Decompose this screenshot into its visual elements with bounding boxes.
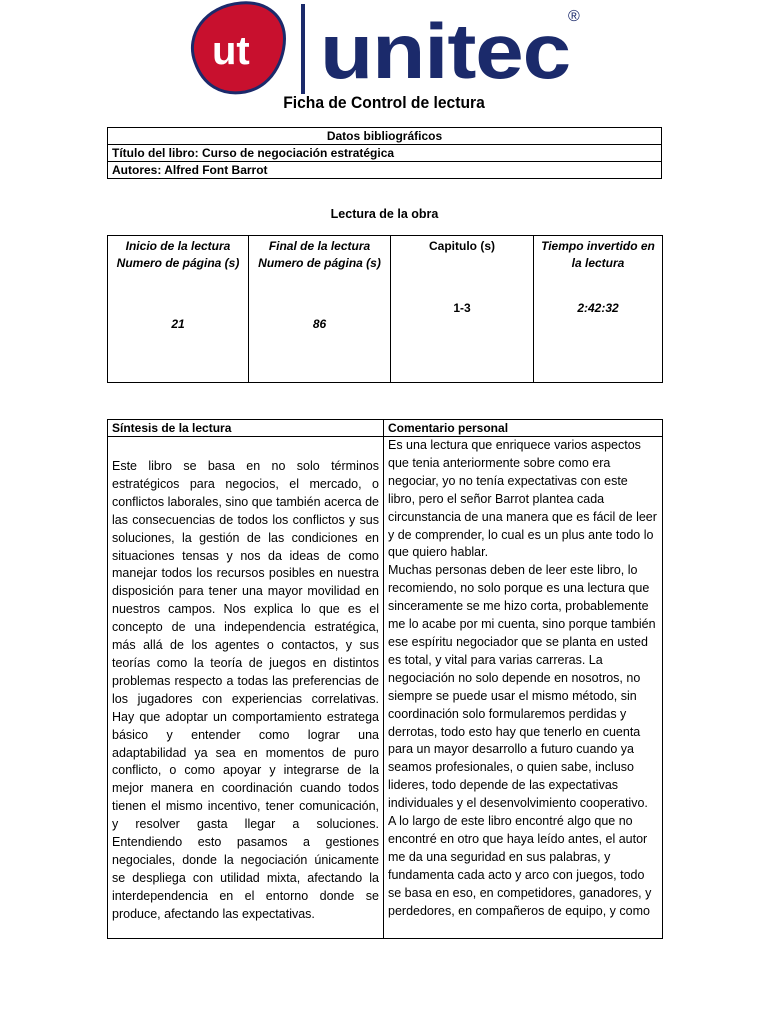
end-page-header: Final de la lectura Numero de página (s) [258, 239, 381, 270]
logo-wordmark: unitec [320, 7, 570, 95]
book-title-row: Título del libro: Curso de negociación estratégica [108, 145, 662, 162]
start-page-value: 21 [171, 317, 185, 331]
reading-cell-time [534, 236, 663, 383]
comment-paragraph-2: Muchas personas deben de leer este libro, lo recomiendo, no solo porque es una lectura que sinceramente se me hizo corta, probablemente me lo acabe por mi cuenta, sino porque también ese espíritu negociador que se planta en usted es total, y vital para varias carreras. La negociación no solo depende en nosotros, no siempre se puede usar el mismo método, sin coordinación solo formularemos perdidas y derrotas, todo esto hay que tenerlo en cuenta para un mayor desarrollo a futuro cuando ya seamos profesionales, o quien sabe, incluso lideres, todo depende de las expectativas individuales y el desenvolvimiento cooperativo. [388, 563, 656, 811]
reading-cell-end [249, 236, 391, 383]
reading-cell-start [108, 236, 249, 383]
synthesis-header: Síntesis de la lectura [108, 420, 384, 437]
logo-divider [301, 4, 305, 94]
time-value: 2:42:32 [577, 301, 619, 315]
authors-row: Autores: Alfred Font Barrot [108, 162, 662, 179]
chapters-value: 1-3 [453, 301, 471, 315]
biblio-table [107, 127, 662, 179]
page-title: Ficha de Control de lectura [283, 93, 485, 112]
synthesis-table [107, 419, 663, 939]
synthesis-paragraph: Este libro se basa en no solo términos estratégicos para negocios, el mercado, o conflictos laborales, sino que también acerca de las consecuencias de todos los conflictos y sus soluciones, la gestión de las condiciones en situaciones tensas y nos da ideas de como manejar todos los recursos posibles en nuestra disposición para tener una mayor movilidad en nuestros campos. Nos explica lo que es el concepto de una independencia estratégica, más allá de los agentes o contactos, y sus teorías como la teoría de juegos en distintos problemas respecto a todas las preferencias de los jugadores con experiencias correlativas. Hay que adoptar un comportamiento estratega básico y entender como lograr una adaptabilidad ya sea en momentos de puro conflicto, o como apoyar y integrarse de la mejor manera en coordinación cuando todos tienen el mismo incentivo, tener comunicación, y resolver gasta llegar a soluciones. Entendiendo esto pasamos a gestiones negociales, donde la negociación únicamente se despliega con utilidad mixta, afectando la interdependencia en el entorno donde se produce, afectando las expectativas. [112, 459, 379, 921]
start-page-header: Inicio de la lectura Numero de página (s) [116, 239, 240, 270]
comment-text [384, 437, 663, 939]
time-header: Tiempo invertido en la lectura [541, 239, 655, 270]
chapters-header: Capitulo (s) [429, 239, 495, 253]
comment-paragraph-1: Es una lectura que enriquece varios aspectos que tenia anteriormente sobre como era negociar, yo no tenía expectativas con este libro, pero el señor Barrot plantea cada circunstancia de una manera que es fácil de leer y de comprender, lo cual es un plus ante todo lo que quiero hablar. [388, 438, 657, 560]
biblio-header: Datos bibliográficos [108, 128, 662, 145]
unitec-logo [183, 0, 583, 100]
logo-emblem-text: ut [212, 29, 250, 73]
synthesis-text [108, 437, 384, 939]
reading-table [107, 235, 663, 383]
comment-paragraph-3: A lo largo de este libro encontré algo que no encontré en otro que haya leído antes, el autor me da una seguridad en sus palabras, y fundamenta cada acto y arco con juegos, todo se basa en eso, en competidores, ganadores, y perdedores, en compañeros de equipo, y como [388, 814, 652, 918]
end-page-value: 86 [312, 317, 327, 331]
reading-cell-chapters [391, 236, 534, 383]
comment-header: Comentario personal [384, 420, 663, 437]
registered-mark: ® [568, 8, 580, 25]
reading-section-title: Lectura de la obra [330, 207, 439, 221]
